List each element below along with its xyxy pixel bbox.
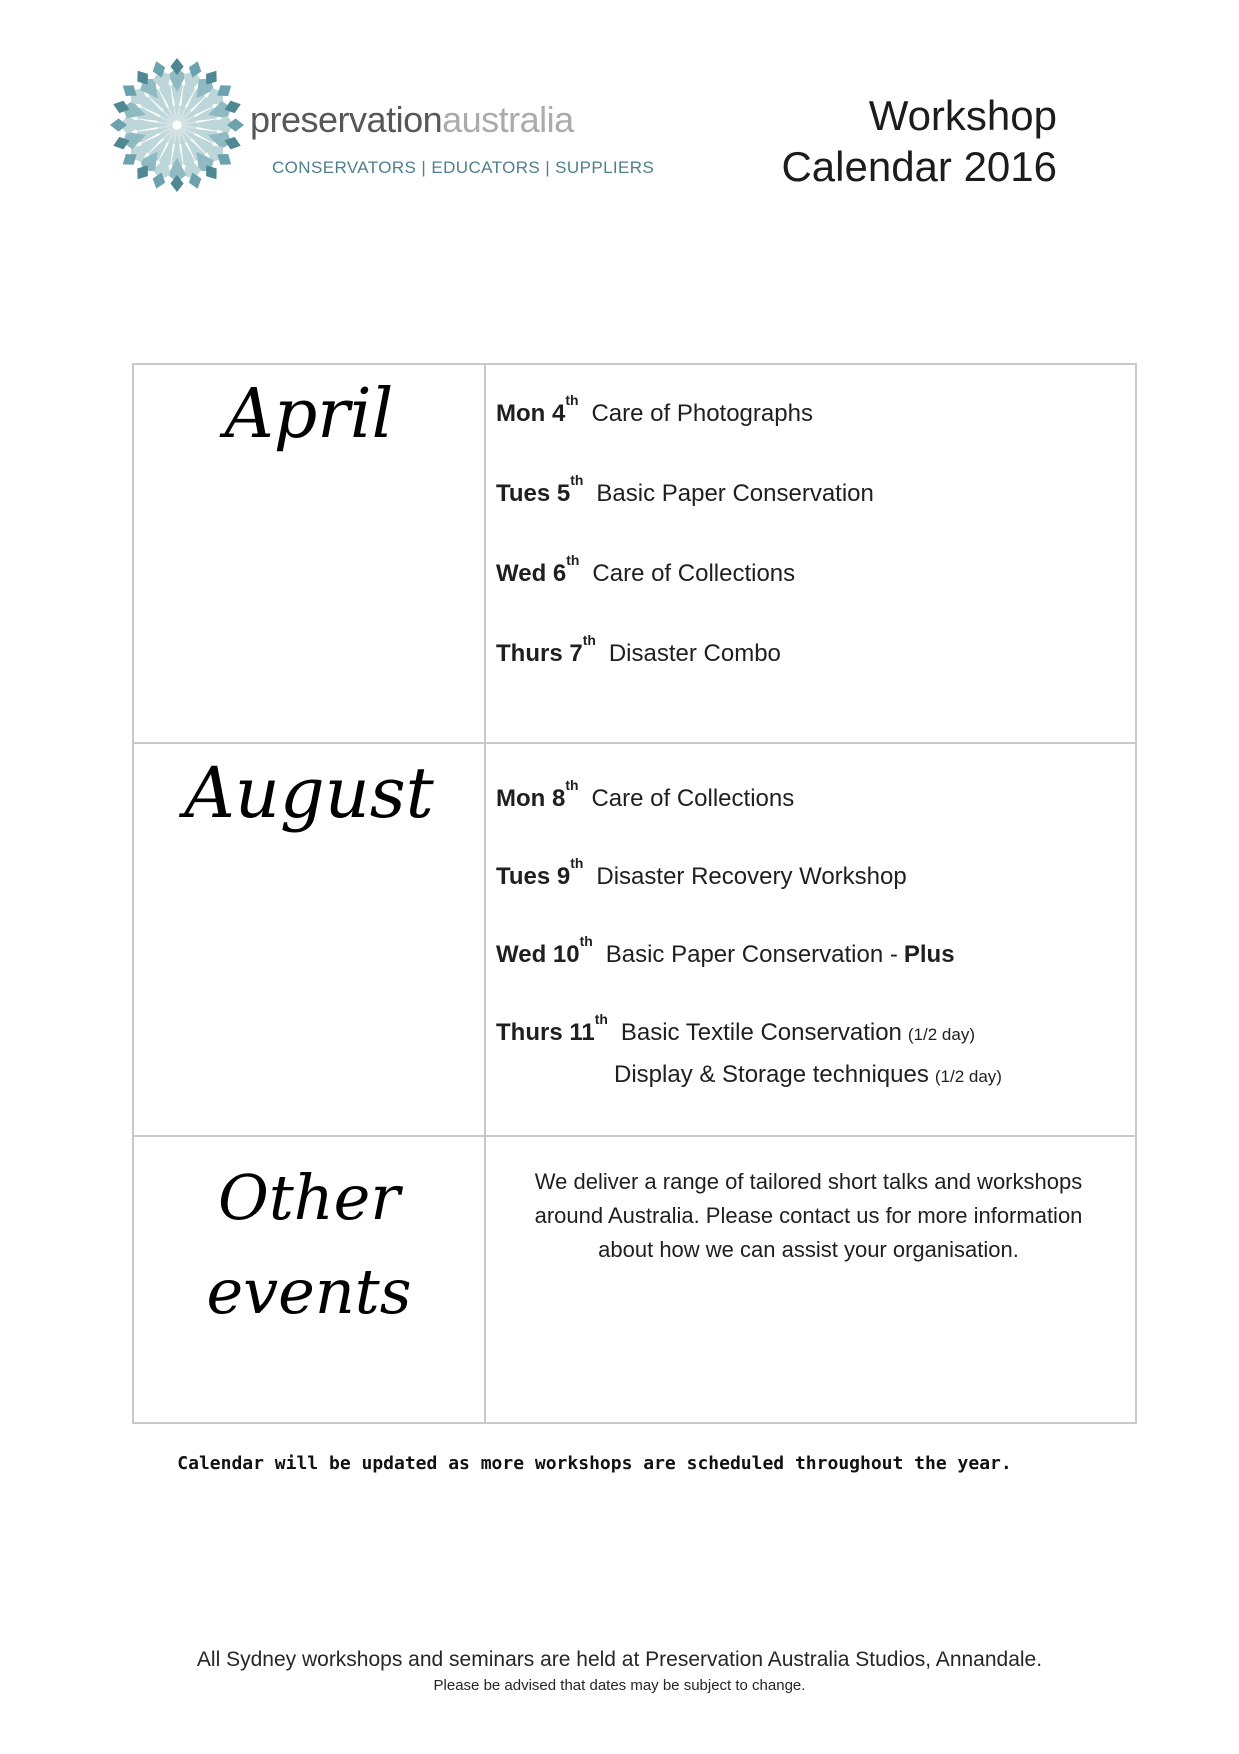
event-item	[496, 551, 1121, 590]
other-events-description-cell	[486, 1137, 1135, 1422]
month-label-other-events	[134, 1137, 486, 1422]
workshop-calendar-table	[132, 363, 1137, 1424]
table-row-other-events	[134, 1135, 1135, 1422]
event-item	[496, 471, 1121, 510]
footer-disclaimer-line: Please be advised that dates may be subject to change.	[433, 1677, 806, 1694]
event-item	[496, 932, 1121, 971]
event-ordinal: th	[570, 471, 584, 488]
event-title: Disaster Recovery Workshop	[596, 863, 907, 890]
event-ordinal: th	[579, 932, 593, 949]
brand-name-preservation: preservation	[250, 99, 443, 140]
event-date: Wed 6	[496, 560, 567, 587]
event-item	[496, 391, 1121, 430]
table-row-april	[134, 365, 1135, 742]
calendar-update-note: Calendar will be updated as more workshops are scheduled throughout the year.	[177, 1453, 1012, 1474]
event-duration-note: (1/2 day)	[934, 1067, 1002, 1086]
event-title: Basic Paper Conservation	[596, 480, 874, 507]
footer-location-line: All Sydney workshops and seminars are held at Preservation Australia Studios, Annandale.	[196, 1648, 1043, 1671]
event-date: Wed 10	[496, 941, 580, 968]
event-item	[496, 776, 1121, 815]
event-duration-note: (1/2 day)	[907, 1025, 975, 1044]
other-events-line2: events	[206, 1255, 412, 1328]
page-footer	[0, 1645, 1239, 1697]
brand-name-australia: australia	[442, 99, 574, 140]
document-title	[781, 90, 1057, 192]
brand-name	[250, 100, 574, 140]
event-title: Care of Photographs	[591, 400, 813, 427]
event-ordinal: th	[570, 854, 584, 871]
event-title: Care of Collections	[591, 785, 795, 812]
other-events-line1: Other	[217, 1161, 400, 1234]
event-ordinal: th	[582, 631, 596, 648]
other-events-paragraph: We deliver a range of tailored short talks and workshops around Australia. Please contact us for more information about how we can assist your organisation.	[534, 1169, 1083, 1262]
event-item	[496, 631, 1121, 670]
preservation-australia-mandala-logo-icon	[108, 56, 246, 194]
event-title: Display & Storage techniques	[614, 1061, 929, 1088]
event-date: Tues 9	[496, 863, 571, 890]
month-label-august: August	[134, 744, 486, 1135]
event-date: Thurs 11	[496, 1019, 595, 1046]
event-ordinal: th	[594, 1010, 608, 1027]
event-date: Mon 4	[496, 400, 566, 427]
document-title-line2: Calendar 2016	[781, 143, 1057, 190]
logo-center-dot	[172, 120, 181, 129]
month-label-april: April	[134, 365, 486, 742]
event-item	[496, 854, 1121, 893]
events-cell-august	[486, 744, 1135, 1135]
brand-tagline: CONSERVATORS | EDUCATORS | SUPPLIERS	[272, 158, 655, 177]
event-title: Disaster Combo	[608, 640, 781, 667]
event-title-bold-suffix: Plus	[903, 941, 955, 968]
event-date: Thurs 7	[496, 640, 583, 667]
event-ordinal: th	[565, 776, 579, 793]
event-title: Basic Paper Conservation -	[605, 941, 898, 968]
event-title: Care of Collections	[592, 560, 796, 587]
event-item	[496, 1010, 1121, 1093]
table-row-august	[134, 742, 1135, 1135]
event-ordinal: th	[565, 391, 579, 408]
events-cell-april	[486, 365, 1135, 742]
event-title: Basic Textile Conservation	[620, 1019, 902, 1046]
event-ordinal: th	[566, 551, 580, 568]
document-title-line1: Workshop	[868, 92, 1057, 139]
event-date: Mon 8	[496, 785, 566, 812]
event-date: Tues 5	[496, 480, 571, 507]
event-second-line	[614, 1059, 1121, 1093]
